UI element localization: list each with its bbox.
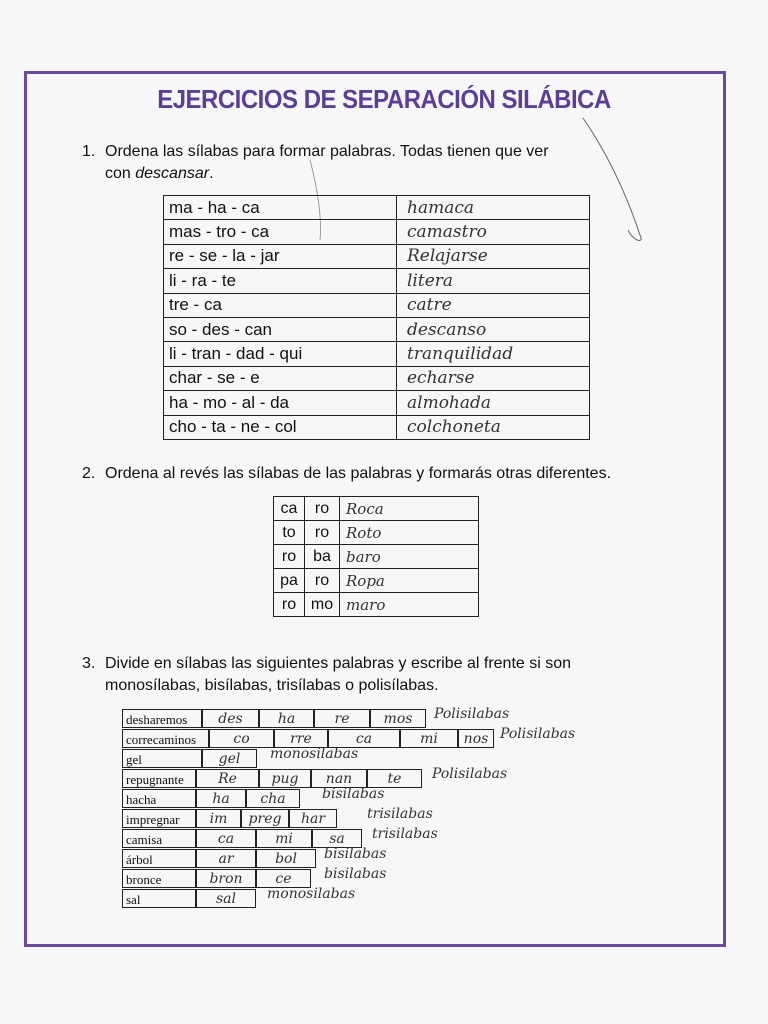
- syllables-cell: ha - mo - al - da: [164, 391, 397, 415]
- syllable-1-cell: ca: [274, 497, 305, 521]
- word-cell: gel: [122, 749, 202, 768]
- table-row: [164, 366, 590, 390]
- italic-word: descansar: [135, 165, 210, 182]
- word-cell: hacha: [122, 789, 196, 808]
- syllable-cell[interactable]: des: [202, 709, 259, 728]
- syllable-cell[interactable]: co: [209, 729, 274, 748]
- answer-cell[interactable]: litera: [397, 269, 590, 293]
- question-text-line2: [105, 163, 625, 185]
- syllable-cell[interactable]: ce: [256, 869, 311, 888]
- table-row: [164, 244, 590, 268]
- question-number: 3.: [82, 655, 96, 672]
- answer-cell[interactable]: almohada: [397, 391, 590, 415]
- page-title: EJERCICIOS DE SEPARACIÓN SILÁBICA: [157, 84, 611, 114]
- table-row: [164, 391, 590, 415]
- syllables-cell: re - se - la - jar: [164, 244, 397, 268]
- syllable-cell[interactable]: bol: [256, 849, 316, 868]
- syllable-2-cell: ro: [305, 521, 340, 545]
- table-row: [274, 545, 479, 569]
- syllable-cell[interactable]: ha: [259, 709, 314, 728]
- table-row: [274, 521, 479, 545]
- syllables-cell: li - ra - te: [164, 269, 397, 293]
- question-1: [82, 141, 625, 185]
- syllable-cell[interactable]: gel: [202, 749, 257, 768]
- question-text-line1: Ordena las sílabas para formar palabras. Todas tienen que ver: [105, 143, 549, 160]
- table-row: [274, 593, 479, 617]
- syllables-cell: char - se - e: [164, 366, 397, 390]
- syllable-cell[interactable]: im: [196, 809, 241, 828]
- syllables-cell: ma - ha - ca: [164, 196, 397, 220]
- syllables-cell: cho - ta - ne - col: [164, 415, 397, 439]
- answer-cell[interactable]: descanso: [397, 317, 590, 341]
- question-text-line1: Divide en sílabas las siguientes palabras y escribe al frente si son: [105, 655, 572, 672]
- syllables-cell: so - des - can: [164, 317, 397, 341]
- text-prefix: con: [105, 165, 136, 182]
- word-cell: bronce: [122, 869, 196, 888]
- classification-text[interactable]: bisilabas: [324, 866, 387, 882]
- table-row: [164, 293, 590, 317]
- syllable-cell[interactable]: ca: [196, 829, 256, 848]
- syllable-1-cell: pa: [274, 569, 305, 593]
- table-row: [164, 342, 590, 366]
- syllable-cell[interactable]: re: [314, 709, 370, 728]
- syllable-cell[interactable]: mi: [400, 729, 458, 748]
- syllable-cell[interactable]: sa: [312, 829, 362, 848]
- syllable-2-cell: ro: [305, 497, 340, 521]
- table-row: [164, 415, 590, 439]
- classification-text[interactable]: Polisilabas: [500, 726, 576, 742]
- table-row: [164, 317, 590, 341]
- classification-text[interactable]: bisilabas: [324, 846, 387, 862]
- word-cell: repugnante: [122, 769, 196, 788]
- syllable-cell[interactable]: ar: [196, 849, 256, 868]
- syllable-cell[interactable]: te: [367, 769, 422, 788]
- answer-cell[interactable]: echarse: [397, 366, 590, 390]
- answer-cell[interactable]: maro: [340, 593, 479, 617]
- word-cell: impregnar: [122, 809, 196, 828]
- table-row: [164, 196, 590, 220]
- syllables-cell: mas - tro - ca: [164, 220, 397, 244]
- syllable-cell[interactable]: sal: [196, 889, 256, 908]
- syllable-cell[interactable]: pug: [259, 769, 311, 788]
- syllable-table-2: [273, 496, 479, 617]
- syllable-cell[interactable]: preg: [241, 809, 289, 828]
- answer-cell[interactable]: Roto: [340, 521, 479, 545]
- text-suffix: .: [209, 165, 214, 182]
- classification-text[interactable]: Polisilabas: [432, 766, 508, 782]
- syllable-cell[interactable]: nos: [458, 729, 494, 748]
- word-cell: sal: [122, 889, 196, 908]
- classification-text[interactable]: bisilabas: [322, 786, 385, 802]
- answer-cell[interactable]: camastro: [397, 220, 590, 244]
- syllable-2-cell: ba: [305, 545, 340, 569]
- syllable-cell[interactable]: ha: [196, 789, 246, 808]
- syllable-1-cell: ro: [274, 545, 305, 569]
- question-3: [82, 653, 705, 697]
- word-cell: camisa: [122, 829, 196, 848]
- answer-cell[interactable]: hamaca: [397, 196, 590, 220]
- answer-cell[interactable]: Relajarse: [397, 244, 590, 268]
- syllable-cell[interactable]: Re: [196, 769, 259, 788]
- table-row: [164, 220, 590, 244]
- answer-cell[interactable]: tranquilidad: [397, 342, 590, 366]
- syllable-cell[interactable]: har: [289, 809, 337, 828]
- table-row: [274, 497, 479, 521]
- syllables-cell: li - tran - dad - qui: [164, 342, 397, 366]
- syllable-cell[interactable]: cha: [246, 789, 300, 808]
- syllable-cell[interactable]: mi: [256, 829, 312, 848]
- syllable-cell[interactable]: mos: [370, 709, 426, 728]
- syllable-table-1: [163, 195, 590, 440]
- answer-cell[interactable]: Roca: [340, 497, 479, 521]
- question-text-line2: monosílabas, bisílabas, trisílabas o polisílabas.: [105, 677, 439, 694]
- classification-text[interactable]: monosilabas: [267, 886, 356, 902]
- classification-text[interactable]: monosilabas: [270, 746, 359, 762]
- answer-cell[interactable]: catre: [397, 293, 590, 317]
- question-text: Ordena al revés las sílabas de las palabras y formarás otras diferentes.: [105, 465, 612, 482]
- syllables-cell: tre - ca: [164, 293, 397, 317]
- syllable-cell[interactable]: bron: [196, 869, 256, 888]
- syllable-2-cell: mo: [305, 593, 340, 617]
- word-cell: correcaminos: [122, 729, 209, 748]
- word-cell: árbol: [122, 849, 196, 868]
- question-2: [82, 463, 705, 485]
- answer-cell[interactable]: Ropa: [340, 569, 479, 593]
- word-cell: desharemos: [122, 709, 202, 728]
- table-row: [164, 269, 590, 293]
- syllable-1-cell: to: [274, 521, 305, 545]
- syllable-cell[interactable]: rre: [274, 729, 328, 748]
- question-number: 1.: [82, 143, 96, 160]
- answer-cell[interactable]: colchoneta: [397, 415, 590, 439]
- classification-text[interactable]: Polisilabas: [434, 706, 510, 722]
- table-row: [274, 569, 479, 593]
- classification-text[interactable]: trisilabas: [367, 806, 433, 822]
- syllable-cell[interactable]: ca: [328, 729, 400, 748]
- classification-text[interactable]: trisilabas: [372, 826, 438, 842]
- syllable-1-cell: ro: [274, 593, 305, 617]
- syllable-2-cell: ro: [305, 569, 340, 593]
- syllable-cell[interactable]: nan: [311, 769, 367, 788]
- question-number: 2.: [82, 465, 96, 482]
- answer-cell[interactable]: baro: [340, 545, 479, 569]
